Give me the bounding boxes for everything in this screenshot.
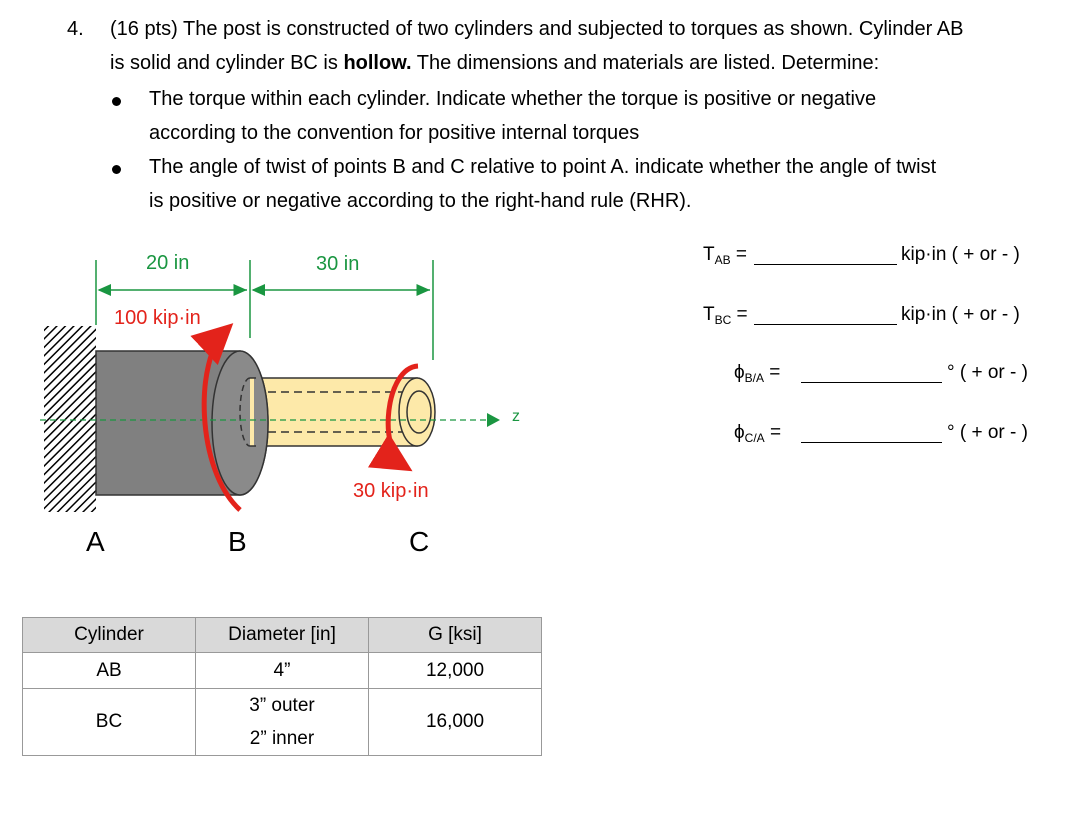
answer-equals: = (730, 244, 747, 265)
cell-cylinder: BC (23, 689, 196, 756)
problem-line-2a: is solid and cylinder BC is (110, 52, 344, 74)
header-cylinder: Cylinder (23, 618, 196, 653)
answer-blank-twist-ca[interactable] (801, 422, 942, 443)
bullet-2-line-1: The angle of twist of points B and C relative to point A. indicate whether the angle of twist (149, 156, 937, 178)
cell-diameter (196, 689, 369, 756)
problem-line-2-bold: hollow. (343, 52, 412, 74)
point-label-b: B (228, 526, 247, 557)
answer-subscript: AB (714, 253, 731, 267)
table-row (23, 653, 542, 689)
answer-twist-ca (734, 422, 781, 445)
answer-subscript: C/A (744, 431, 765, 445)
dim-label-bc: 30 in (316, 253, 360, 275)
torque-label-c: 30 kip·in (353, 480, 429, 502)
problem-number: 4. (67, 18, 84, 40)
fixed-wall (44, 326, 96, 512)
table-row (23, 689, 542, 756)
answer-unit-twist-ca: ° ( + or - ) (947, 422, 1028, 443)
cylinder-ab-end (212, 351, 268, 495)
answer-symbol: T (703, 244, 715, 265)
bullet-2-line-2: is positive or negative according to the right-hand rule (RHR). (149, 190, 692, 212)
torque-label-b: 100 kip·in (114, 307, 201, 329)
cylinder-bc-stub (250, 378, 254, 446)
problem-line-1: (16 pts) The post is constructed of two cylinders and subjected to torques as shown. Cylinder AB (110, 18, 964, 40)
point-label-a: A (86, 526, 105, 557)
cell-g: 16,000 (369, 689, 542, 756)
answer-unit-torque-ab: kip·in ( + or - ) (901, 244, 1020, 265)
answer-unit-torque-bc: kip·in ( + or - ) (901, 304, 1020, 325)
header-g: G [ksi] (369, 618, 542, 653)
answer-symbol: T (703, 304, 715, 325)
cell-diameter-inner: 2” inner (249, 728, 315, 749)
axis-label-z: z (512, 408, 520, 425)
cylinder-bc-end-inner (407, 391, 431, 433)
answer-blank-twist-ba[interactable] (801, 362, 942, 383)
answer-equals: = (764, 362, 781, 383)
answer-torque-bc (703, 304, 748, 327)
cell-g: 12,000 (369, 653, 542, 689)
dim-label-ab: 20 in (146, 252, 190, 274)
cell-cylinder: AB (23, 653, 196, 689)
header-diameter: Diameter [in] (196, 618, 369, 653)
answer-blank-torque-ab[interactable] (754, 244, 897, 265)
cell-diameter: 4” (196, 653, 369, 689)
problem-line-2c: The dimensions and materials are listed. Determine: (411, 52, 880, 74)
answer-equals: = (764, 422, 782, 443)
cell-diameter-outer: 3” outer (249, 695, 315, 716)
answer-subscript: B/A (744, 371, 764, 385)
answer-equals: = (731, 304, 748, 325)
answer-unit-twist-ba: ° ( + or - ) (947, 362, 1028, 383)
answer-torque-ab (703, 244, 747, 267)
bullet-1-line-2: according to the convention for positive internal torques (149, 122, 640, 144)
bullet-1-line-1: The torque within each cylinder. Indicate whether the torque is positive or negative (149, 88, 877, 110)
answer-subscript: BC (714, 313, 732, 327)
shaft-diagram (0, 0, 560, 580)
properties-table (22, 617, 542, 756)
answer-symbol: ϕ (734, 362, 745, 383)
answer-twist-ba (734, 362, 780, 385)
axis-arrowhead (487, 413, 500, 427)
point-label-c: C (409, 526, 430, 557)
table-header-row (23, 618, 542, 653)
answer-symbol: ϕ (734, 422, 745, 443)
answer-blank-torque-bc[interactable] (754, 304, 897, 325)
